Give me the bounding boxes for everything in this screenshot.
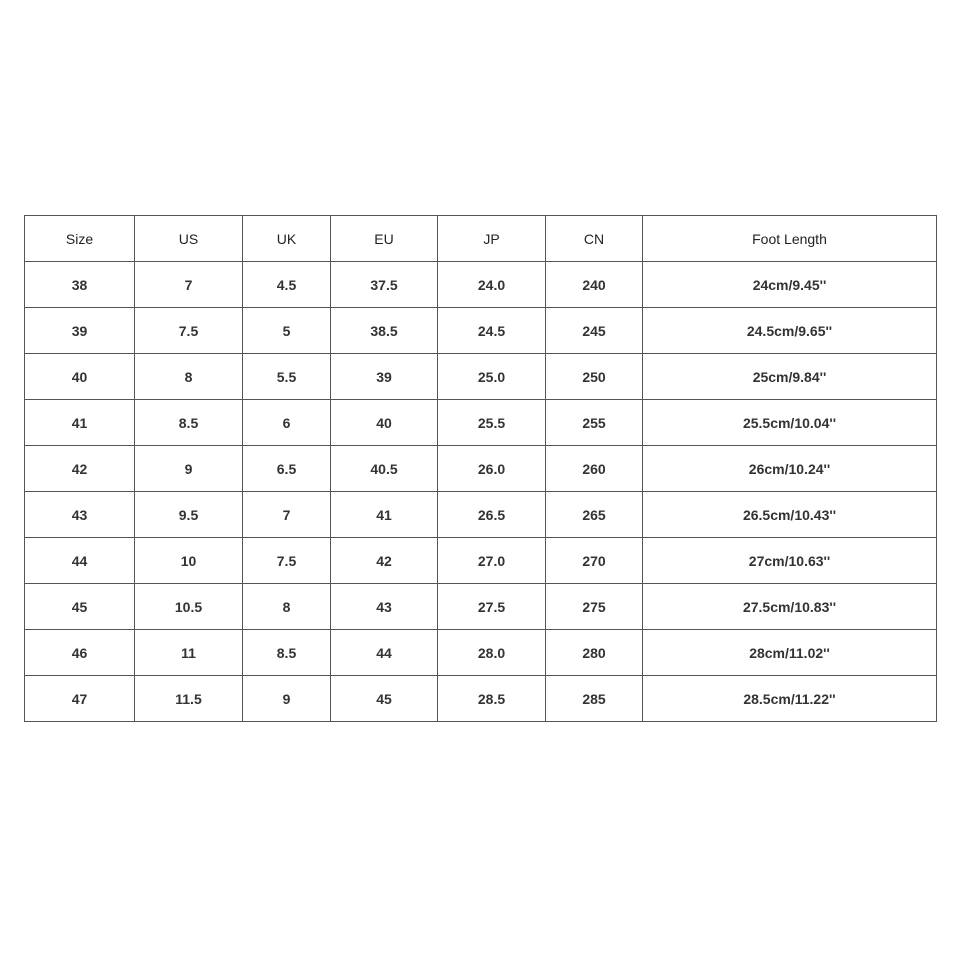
table-row <box>25 308 937 354</box>
cell-jp: 24.0 <box>438 262 546 308</box>
header-size: Size <box>25 216 135 262</box>
header-foot-length: Foot Length <box>643 216 937 262</box>
cell-eu: 40.5 <box>331 446 438 492</box>
cell-size: 47 <box>25 676 135 722</box>
cell-jp: 24.5 <box>438 308 546 354</box>
cell-uk: 5 <box>243 308 331 354</box>
table-row <box>25 400 937 446</box>
header-row <box>25 216 937 262</box>
table-row <box>25 446 937 492</box>
cell-eu: 40 <box>331 400 438 446</box>
cell-uk: 8 <box>243 584 331 630</box>
cell-foot-length: 27.5cm/10.83'' <box>643 584 937 630</box>
header-uk: UK <box>243 216 331 262</box>
table-row <box>25 630 937 676</box>
cell-size: 41 <box>25 400 135 446</box>
cell-uk: 5.5 <box>243 354 331 400</box>
cell-jp: 27.0 <box>438 538 546 584</box>
cell-uk: 6 <box>243 400 331 446</box>
cell-size: 44 <box>25 538 135 584</box>
cell-size: 40 <box>25 354 135 400</box>
cell-foot-length: 25cm/9.84'' <box>643 354 937 400</box>
size-chart-body <box>25 262 937 722</box>
cell-jp: 28.5 <box>438 676 546 722</box>
cell-eu: 41 <box>331 492 438 538</box>
cell-cn: 240 <box>546 262 643 308</box>
table-row <box>25 538 937 584</box>
cell-size: 42 <box>25 446 135 492</box>
cell-foot-length: 24cm/9.45'' <box>643 262 937 308</box>
cell-eu: 38.5 <box>331 308 438 354</box>
cell-cn: 260 <box>546 446 643 492</box>
cell-us: 9 <box>135 446 243 492</box>
cell-uk: 6.5 <box>243 446 331 492</box>
cell-eu: 42 <box>331 538 438 584</box>
cell-foot-length: 24.5cm/9.65'' <box>643 308 937 354</box>
table-row <box>25 262 937 308</box>
cell-jp: 26.0 <box>438 446 546 492</box>
cell-eu: 37.5 <box>331 262 438 308</box>
table-row <box>25 584 937 630</box>
cell-us: 8.5 <box>135 400 243 446</box>
header-jp: JP <box>438 216 546 262</box>
cell-foot-length: 25.5cm/10.04'' <box>643 400 937 446</box>
cell-size: 39 <box>25 308 135 354</box>
cell-us: 11 <box>135 630 243 676</box>
cell-us: 7.5 <box>135 308 243 354</box>
cell-size: 45 <box>25 584 135 630</box>
cell-us: 10.5 <box>135 584 243 630</box>
cell-jp: 28.0 <box>438 630 546 676</box>
cell-cn: 250 <box>546 354 643 400</box>
cell-us: 9.5 <box>135 492 243 538</box>
cell-cn: 280 <box>546 630 643 676</box>
table-row <box>25 492 937 538</box>
cell-uk: 4.5 <box>243 262 331 308</box>
cell-foot-length: 27cm/10.63'' <box>643 538 937 584</box>
cell-cn: 245 <box>546 308 643 354</box>
cell-foot-length: 26.5cm/10.43'' <box>643 492 937 538</box>
header-us: US <box>135 216 243 262</box>
cell-uk: 9 <box>243 676 331 722</box>
cell-cn: 270 <box>546 538 643 584</box>
cell-jp: 25.0 <box>438 354 546 400</box>
cell-foot-length: 28cm/11.02'' <box>643 630 937 676</box>
header-cn: CN <box>546 216 643 262</box>
table-row <box>25 354 937 400</box>
size-chart-table <box>24 215 937 722</box>
cell-eu: 39 <box>331 354 438 400</box>
cell-us: 11.5 <box>135 676 243 722</box>
cell-size: 43 <box>25 492 135 538</box>
cell-foot-length: 26cm/10.24'' <box>643 446 937 492</box>
cell-size: 38 <box>25 262 135 308</box>
cell-cn: 265 <box>546 492 643 538</box>
cell-jp: 27.5 <box>438 584 546 630</box>
cell-uk: 7.5 <box>243 538 331 584</box>
cell-eu: 45 <box>331 676 438 722</box>
cell-us: 8 <box>135 354 243 400</box>
cell-size: 46 <box>25 630 135 676</box>
cell-foot-length: 28.5cm/11.22'' <box>643 676 937 722</box>
header-eu: EU <box>331 216 438 262</box>
cell-cn: 275 <box>546 584 643 630</box>
cell-uk: 7 <box>243 492 331 538</box>
cell-us: 7 <box>135 262 243 308</box>
cell-jp: 26.5 <box>438 492 546 538</box>
cell-us: 10 <box>135 538 243 584</box>
cell-cn: 255 <box>546 400 643 446</box>
cell-cn: 285 <box>546 676 643 722</box>
size-chart-header <box>25 216 937 262</box>
table-row <box>25 676 937 722</box>
cell-uk: 8.5 <box>243 630 331 676</box>
cell-eu: 44 <box>331 630 438 676</box>
cell-jp: 25.5 <box>438 400 546 446</box>
cell-eu: 43 <box>331 584 438 630</box>
